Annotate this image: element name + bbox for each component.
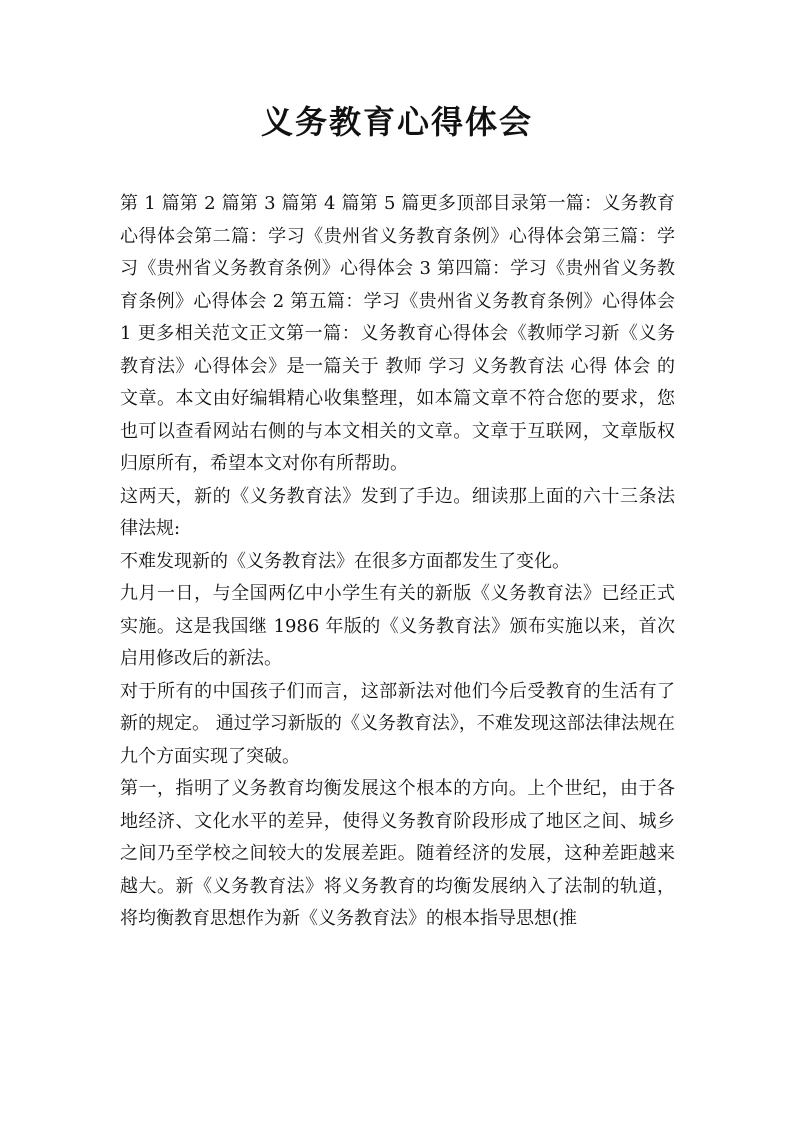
paragraph-changes-found: 不难发现新的《义务教育法》在很多方面都发生了变化。 <box>120 550 570 572</box>
document-title: 义务教育心得体会 <box>260 103 533 141</box>
paragraph-new-law-received: 这两天，新的《义务教育法》发到了手边。细读那上面的六十三条法律法规: <box>120 485 675 539</box>
paragraph-table-of-contents: 第 1 篇第 2 篇第 3 篇第 4 篇第 5 篇更多顶部目录第一篇：义务教育心得体会第二篇：学习《贵州省义务教育条例》心得体会第三篇：学习《贵州省义务教育条例》心得体会 3 第四篇：学习《贵州省义务教育条例》心得体会 2 第五篇：学习《贵州省义务教育条例》心得体会 1 更多相关范文正文第一篇：义务教育心得体会《教师学习新《义务教育法》心得体会》是一篇关于 教师 学习 义务教育法 心得 体会 的文章。本文由好编辑精心收集整理，如本篇文章不符合您的要求，您也可以查看网站右侧的与本文相关的文章。文章于互联网，文章版权归原所有，希望本文对你有所帮助。 <box>120 193 675 474</box>
document-body <box>120 188 675 936</box>
paragraph-implementation: 九月一日，与全国两亿中小学生有关的新版《义务教育法》已经正式实施。这是我国继 1986 年版的《义务教育法》颁布实施以来，首次启用修改后的新法。 <box>120 583 675 669</box>
paragraph-first-point: 第一，指明了义务教育均衡发展这个根本的方向。上个世纪，由于各地经济、文化水平的差异，使得义务教育阶段形成了地区之间、城乡之间乃至学校之间较大的发展差距。随着经济的发展，这种差距越来越大。新《义务教育法》将义务教育的均衡发展纳入了法制的轨道，将均衡教育思想作为新《义务教育法》的根本指导思想(推 <box>120 778 675 929</box>
paragraph-new-regulations: 对于所有的中国孩子们而言，这部新法对他们今后受教育的生活有了新的规定。 通过学习新版的《义务教育法》，不难发现这部法律法规在九个方面实现了突破。 <box>120 680 675 767</box>
